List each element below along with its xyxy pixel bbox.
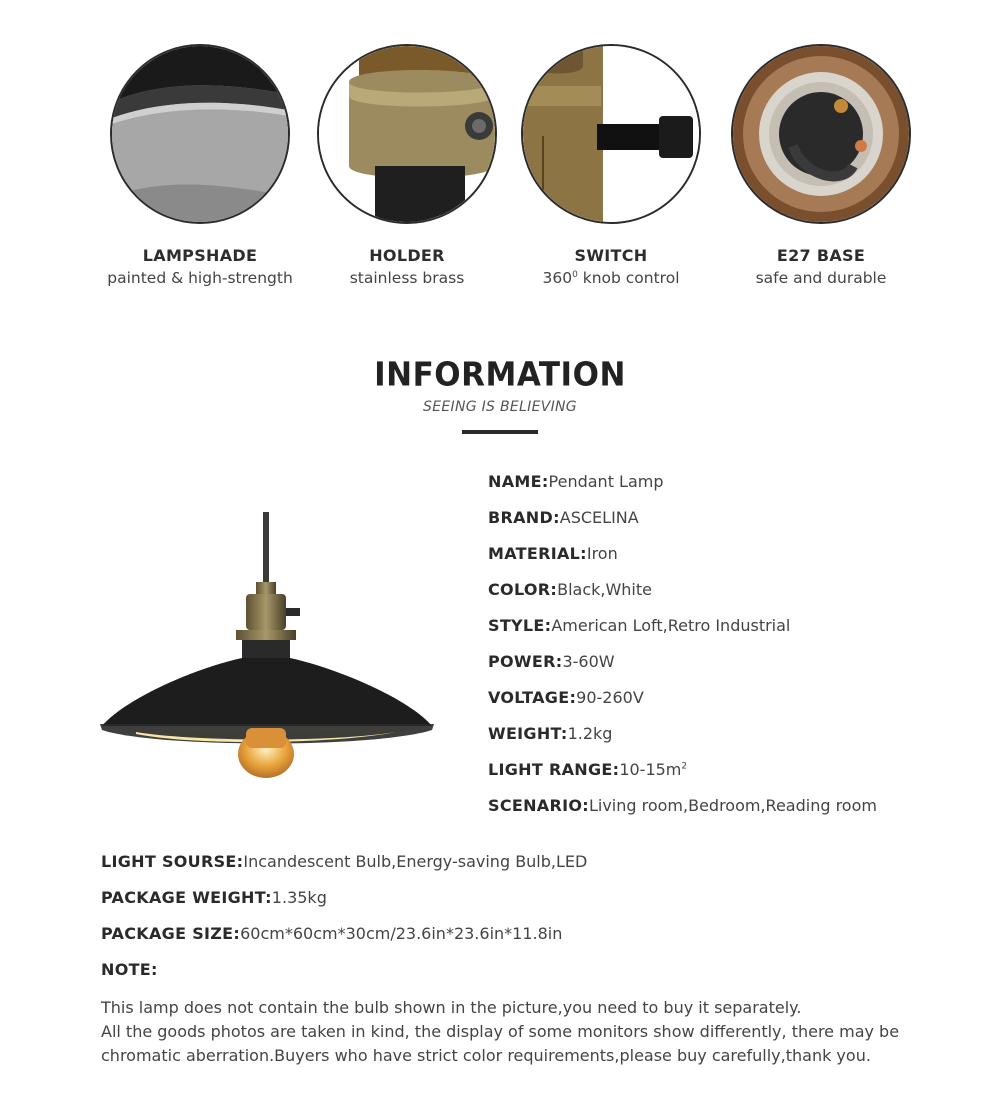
spec-name bbox=[488, 472, 664, 491]
spec-label: LIGHT SOURSE: bbox=[101, 852, 244, 871]
feature-title: LAMPSHADE bbox=[142, 246, 258, 265]
feature-subtitle: stainless brass bbox=[349, 269, 465, 287]
feature-title: E27 BASE bbox=[776, 246, 866, 265]
spec-value: Living room,Bedroom,Reading room bbox=[588, 796, 877, 815]
feature-switch bbox=[506, 44, 716, 287]
spec-value: 1.35kg bbox=[271, 888, 327, 907]
spec-color bbox=[488, 580, 652, 599]
spec-scenario bbox=[488, 796, 877, 815]
spec-label: COLOR: bbox=[488, 580, 558, 599]
spec-value: Black,White bbox=[557, 580, 652, 599]
spec-value: 90-260V bbox=[576, 688, 644, 707]
feature-e27-base bbox=[716, 44, 926, 287]
square-superscript: 2 bbox=[681, 761, 688, 772]
spec-label: POWER: bbox=[488, 652, 563, 671]
holder-closeup-image bbox=[317, 44, 497, 224]
note-line: This lamp does not contain the bulb shown in the picture,you need to buy it separately. bbox=[101, 998, 802, 1017]
holder-closeup-icon bbox=[319, 46, 495, 222]
spec-label: SCENARIO: bbox=[488, 796, 589, 815]
spec-power bbox=[488, 652, 615, 671]
spec-note bbox=[101, 960, 158, 979]
spec-weight bbox=[488, 724, 612, 743]
spec-value: Incandescent Bulb,Energy-saving Bulb,LED bbox=[243, 852, 588, 871]
spec-value: 60cm*60cm*30cm/23.6in*23.6in*11.8in bbox=[240, 924, 563, 943]
feature-subtitle: painted & high-strength bbox=[107, 269, 293, 287]
heading-underline bbox=[462, 430, 538, 434]
information-subtitle: SEEING IS BELIEVING bbox=[423, 399, 577, 415]
spec-value: 10-15m bbox=[619, 760, 682, 779]
spec-value: 3-60W bbox=[562, 652, 615, 671]
spec-label: STYLE: bbox=[488, 616, 552, 635]
spec-voltage bbox=[488, 688, 644, 707]
spec-light-source bbox=[101, 852, 587, 871]
feature-lampshade bbox=[95, 44, 305, 287]
spec-label: VOLTAGE: bbox=[488, 688, 577, 707]
spec-package-weight bbox=[101, 888, 327, 907]
spec-value: Iron bbox=[586, 544, 618, 563]
spec-brand bbox=[488, 508, 639, 527]
spec-label: PACKAGE SIZE: bbox=[101, 924, 241, 943]
pendant-lamp-image bbox=[96, 508, 442, 784]
spec-label: NAME: bbox=[488, 472, 549, 491]
degree-superscript: 0 bbox=[572, 269, 578, 280]
note-line: chromatic aberration.Buyers who have strict color requirements,please buy carefully,thank you. bbox=[101, 1046, 871, 1065]
pendant-lamp-icon bbox=[96, 508, 442, 784]
feature-subtitle bbox=[506, 269, 716, 287]
socket-closeup-icon bbox=[733, 46, 909, 222]
spec-value: American Loft,Retro Industrial bbox=[551, 616, 791, 635]
switch-subtitle-suffix: knob control bbox=[577, 269, 680, 287]
spec-material bbox=[488, 544, 618, 563]
spec-label: NOTE: bbox=[101, 960, 158, 979]
socket-closeup-image bbox=[731, 44, 911, 224]
spec-style bbox=[488, 616, 790, 635]
switch-closeup-icon bbox=[523, 46, 699, 222]
spec-label: PACKAGE WEIGHT: bbox=[101, 888, 272, 907]
spec-value: Pendant Lamp bbox=[548, 472, 664, 491]
feature-holder bbox=[302, 44, 512, 287]
spec-label: LIGHT RANGE: bbox=[488, 760, 620, 779]
note-line: All the goods photos are taken in kind, the display of some monitors show differently, there may be bbox=[101, 1022, 900, 1041]
spec-value: 1.2kg bbox=[567, 724, 613, 743]
feature-title: SWITCH bbox=[574, 246, 648, 265]
information-title: INFORMATION bbox=[374, 356, 626, 394]
spec-label: MATERIAL: bbox=[488, 544, 587, 563]
lampshade-closeup-icon bbox=[112, 46, 288, 222]
feature-title: HOLDER bbox=[369, 246, 445, 265]
note-text bbox=[101, 996, 981, 1068]
spec-label: WEIGHT: bbox=[488, 724, 568, 743]
spec-package-size bbox=[101, 924, 562, 943]
feature-subtitle: safe and durable bbox=[755, 269, 887, 287]
spec-value: ASCELINA bbox=[559, 508, 639, 527]
switch-closeup-image bbox=[521, 44, 701, 224]
spec-label: BRAND: bbox=[488, 508, 560, 527]
feature-row bbox=[0, 44, 1000, 304]
lampshade-closeup-image bbox=[110, 44, 290, 224]
switch-subtitle-prefix: 360 bbox=[542, 269, 573, 287]
spec-light-range bbox=[488, 760, 687, 779]
